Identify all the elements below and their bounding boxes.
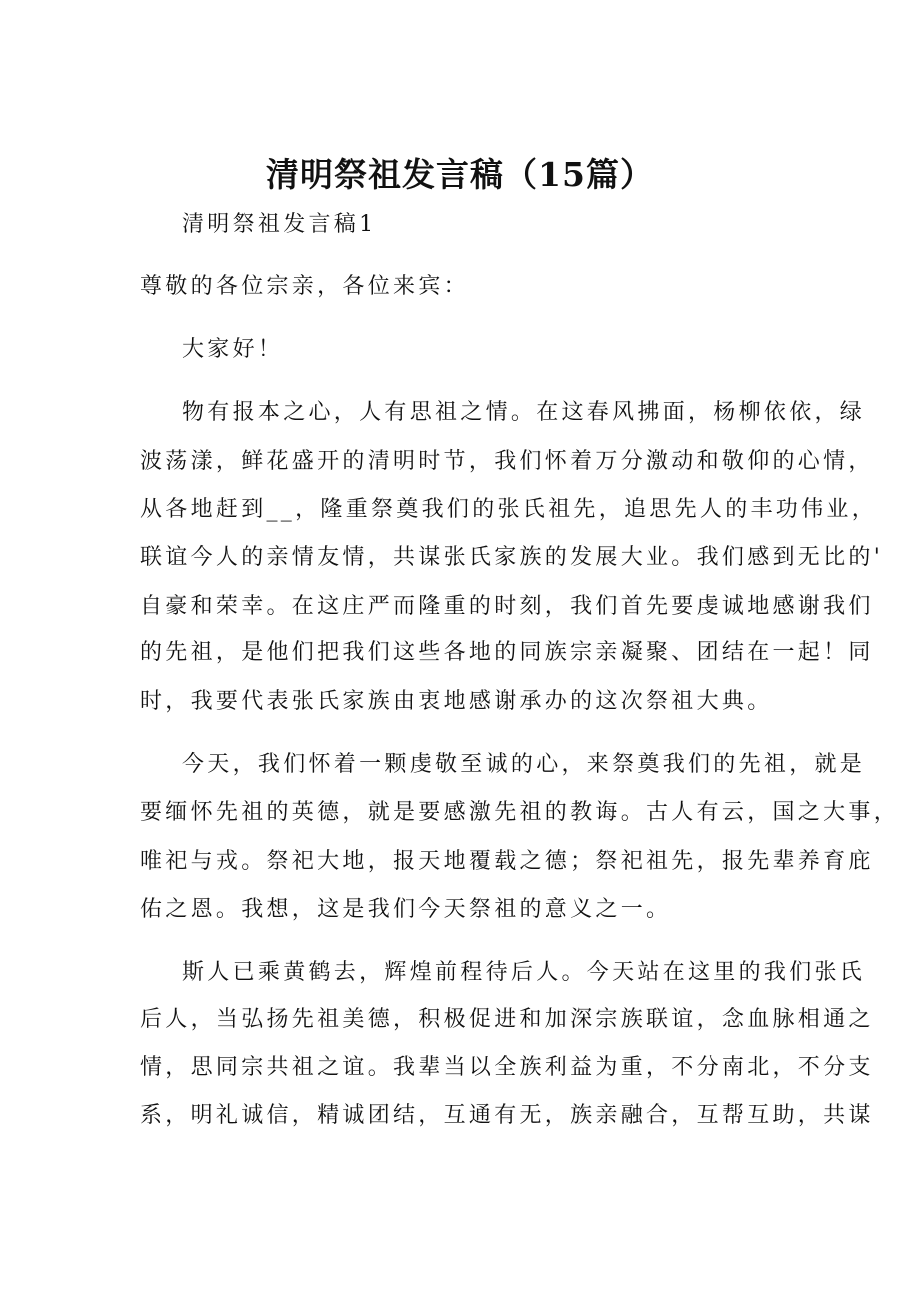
paragraph-line: 从各地赶到__，隆重祭奠我们的张氏祖先，追思先人的丰功伟业，	[140, 497, 878, 522]
paragraph-line: 波荡漾，鲜花盛开的清明时节，我们怀着万分激动和敬仰的心情，	[140, 449, 874, 474]
paragraph-line: 唯祀与戎。祭祀大地，报天地覆载之德；祭祀祖先，报先辈养育庇	[140, 849, 874, 874]
document-title: 清明祭祖发言稿（15篇）	[266, 155, 654, 194]
paragraph-line: 后人，当弘扬先祖美德，积极促进和加深宗族联谊，念血脉相通之	[140, 1007, 874, 1032]
paragraph-line: 要缅怀先祖的英德，就是要感激先祖的教诲。古人有云，国之大事，	[140, 800, 900, 825]
paragraph-line: 系，明礼诚信，精诚团结，互通有无，族亲融合，互帮互助，共谋	[140, 1103, 874, 1128]
paragraph-line: 联谊今人的亲情友情，共谋张氏家族的发展大业。我们感到无比的'	[140, 545, 884, 570]
paragraph-line: 的先祖，是他们把我们这些各地的同族宗亲凝聚、团结在一起！同	[140, 640, 874, 665]
paragraph-line: 今天，我们怀着一颗虔敬至诚的心，来祭奠我们的先祖，就是	[182, 752, 866, 777]
paragraph-line: 时，我要代表张氏家族由衷地感谢承办的这次祭祖大典。	[140, 689, 773, 714]
paragraph-line: 情，思同宗共祖之谊。我辈当以全族利益为重，不分南北，不分支	[140, 1055, 874, 1080]
paragraph-line: 物有报本之心，人有思祖之情。在这春风拂面，杨柳依依，绿	[182, 400, 866, 425]
paragraph-line: 斯人已乘黄鹤去，辉煌前程待后人。今天站在这里的我们张氏	[182, 960, 866, 985]
greeting: 大家好！	[182, 337, 284, 362]
salutation: 尊敬的各位宗亲，各位来宾：	[140, 274, 469, 299]
paragraph-line: 佑之恩。我想，这是我们今天祭祖的意义之一。	[140, 897, 672, 922]
section-heading: 清明祭祖发言稿1	[182, 212, 377, 237]
paragraph-line: 自豪和荣幸。在这庄严而隆重的时刻，我们首先要虔诚地感谢我们	[140, 594, 874, 619]
